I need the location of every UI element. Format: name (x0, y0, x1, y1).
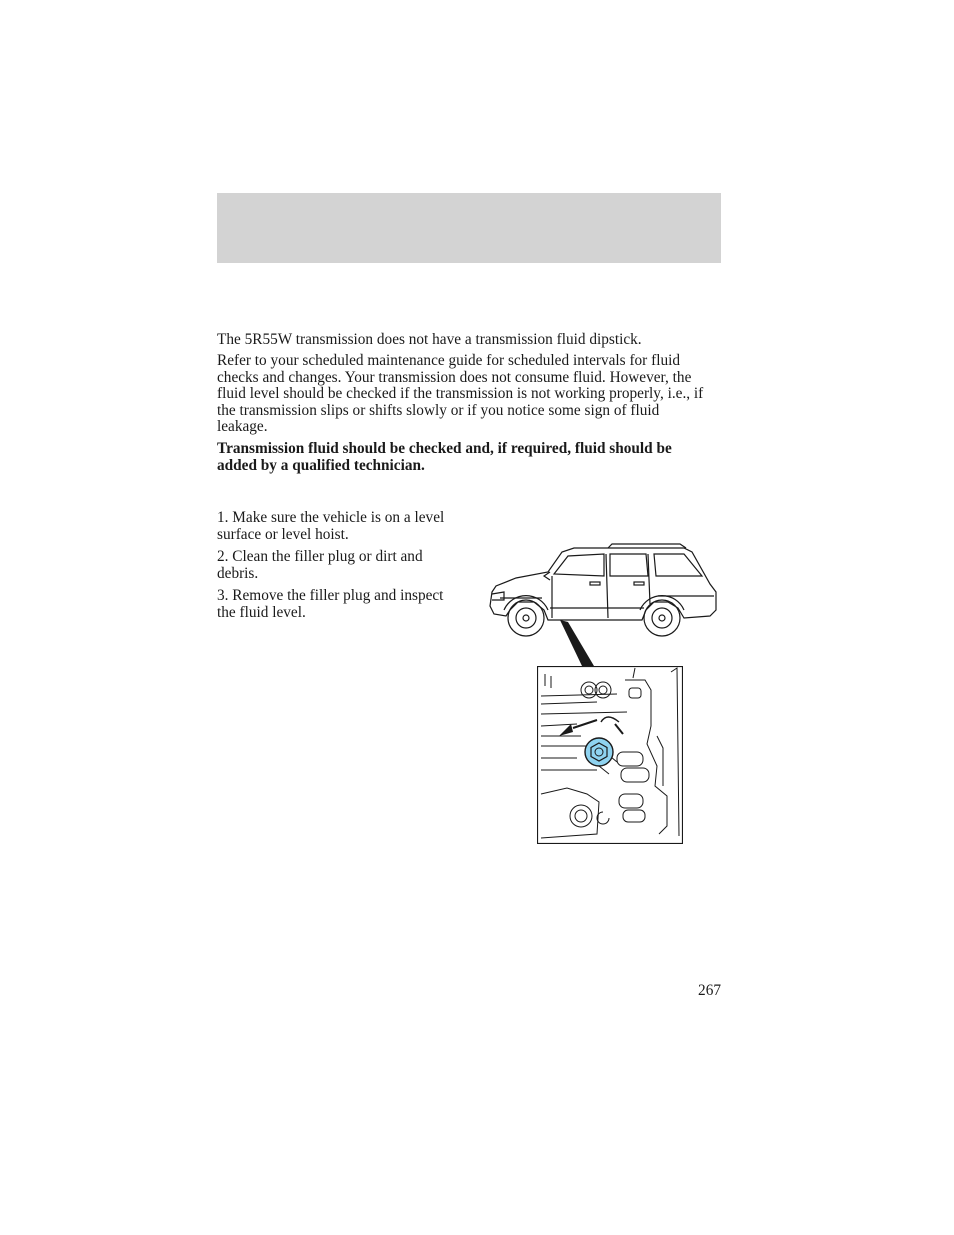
step-2: 2. Clean the filler plug or dirt and debris. (217, 548, 423, 582)
step-1: 1. Make sure the vehicle is on a level surface or level hoist. (217, 509, 445, 543)
technician-warning: Transmission fluid should be checked and, if required, fluid should be added by a qualified technician. (217, 440, 672, 474)
intro-paragraph: The 5R55W transmission does not have a transmission fluid dipstick. (217, 331, 642, 348)
section-header-band (217, 193, 721, 263)
filler-plug-icon (585, 738, 613, 766)
page-number: 267 (698, 982, 721, 999)
maintenance-paragraph: Refer to your scheduled maintenance guide for scheduled intervals for fluid checks and changes. Your transmission does not consume fluid. However, the fluid level should be checked if the transmission is not working properly, i.e., if the transmission slips or shifts slowly or if you notice some sign of fluid leakage. (217, 352, 704, 436)
step-3: 3. Remove the filler plug and inspect the fluid level. (217, 587, 444, 621)
transmission-detail-view (537, 666, 683, 844)
